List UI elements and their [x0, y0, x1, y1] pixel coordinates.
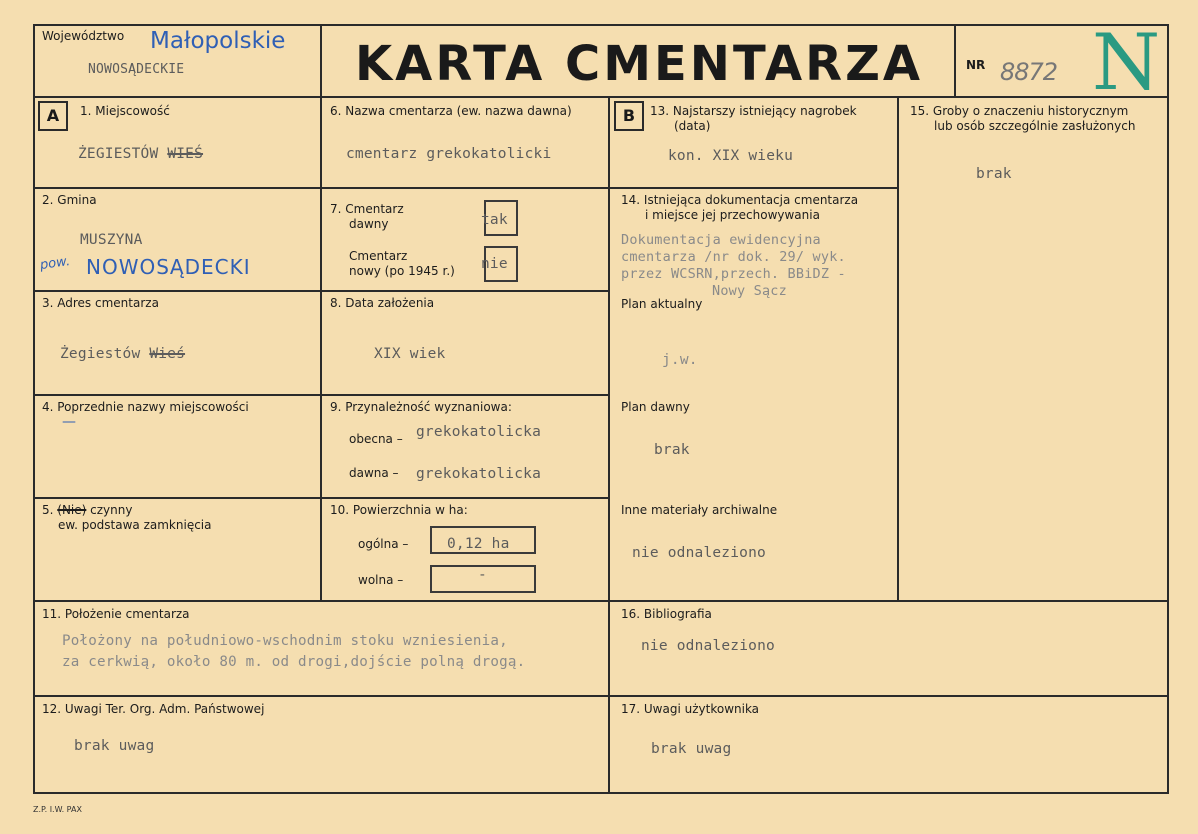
field-13-value: kon. XIX wieku	[668, 148, 794, 164]
field-5-label-rest: czynny	[90, 503, 133, 517]
field-10-label: 10. Powierzchnia w ha:	[330, 503, 468, 517]
field-7-nowy-label-2: nowy (po 1945 r.)	[349, 264, 455, 278]
field-2-pow-prefix: pow.	[39, 253, 72, 274]
divider	[33, 96, 1169, 98]
field-17-value: brak uwag	[651, 741, 732, 757]
field-7-dawny-value: tak	[481, 212, 508, 228]
field-1-value-main: ŻEGIESTÓW	[78, 146, 159, 162]
field-15-label-2: lub osób szczególnie zasłużonych	[934, 119, 1136, 133]
field-10-wolna-value: -	[478, 567, 487, 583]
field-10-ogolna-value: 0,12 ha	[447, 536, 510, 552]
field-15-value: brak	[976, 166, 1012, 182]
field-2-label: 2. Gmina	[42, 193, 97, 207]
divider	[33, 695, 1169, 697]
field-9-dawna-value: grekokatolicka	[416, 466, 542, 482]
inne-materialy-label: Inne materiały archiwalne	[621, 503, 778, 517]
field-3-value-main: Żegiestów	[60, 346, 141, 362]
field-1-value-struck: WIEŚ	[167, 146, 204, 162]
section-a-box: A	[38, 101, 68, 131]
field-1-value	[78, 146, 203, 162]
field-12-value: brak uwag	[74, 738, 155, 754]
field-13-label-1: 13. Najstarszy istniejący nagrobek	[650, 104, 857, 118]
nr-letter: N	[1092, 18, 1161, 108]
field-15-label-1: 15. Groby o znaczeniu historycznym	[910, 104, 1129, 118]
field-11-label: 11. Położenie cmentarza	[42, 607, 190, 621]
field-3-label: 3. Adres cmentarza	[42, 296, 159, 310]
field-14-doc-line-2: cmentarza /nr dok. 29/ wyk.	[621, 249, 846, 265]
field-10-ogolna-label: ogólna –	[358, 537, 409, 551]
field-2-pow-stamp: NOWOSĄDECKI	[86, 255, 251, 279]
field-7-nowy-label-1: Cmentarz	[349, 249, 408, 263]
divider	[954, 24, 956, 96]
wojewodztwo-typed: NOWOSĄDECKIE	[88, 62, 185, 77]
field-2-value: MUSZYNA	[80, 232, 143, 248]
field-12-label: 12. Uwagi Ter. Org. Adm. Państwowej	[42, 702, 265, 716]
card-title: KARTA CMENTARZA	[354, 36, 924, 92]
field-16-value: nie odnaleziono	[641, 638, 775, 654]
field-3-value-struck: Wieś	[149, 346, 186, 362]
field-3-value	[60, 346, 185, 362]
inne-materialy-value: nie odnaleziono	[632, 545, 766, 561]
field-4-value: —	[62, 414, 76, 430]
field-9-obecna-value: grekokatolicka	[416, 424, 542, 440]
divider	[610, 187, 898, 189]
field-8-label: 8. Data założenia	[330, 296, 435, 310]
field-11-line-1: Położony na południowo-wschodnim stoku wzniesienia,	[62, 633, 508, 649]
field-6-label: 6. Nazwa cmentarza (ew. nazwa dawna)	[330, 104, 572, 118]
field-9-dawna-label: dawna –	[349, 466, 399, 480]
field-14-doc-line-4: Nowy Sącz	[712, 283, 787, 299]
plan-dawny-label: Plan dawny	[621, 400, 690, 414]
field-5-label-line2: ew. podstawa zamknięcia	[58, 518, 212, 532]
divider	[320, 24, 322, 600]
divider	[608, 96, 610, 794]
field-5-label-struck: (Nie)	[57, 503, 87, 517]
field-7-nowy-value: nie	[481, 256, 508, 272]
section-b-box: B	[614, 101, 644, 131]
wojewodztwo-label: Województwo	[42, 29, 125, 43]
plan-aktualny-label: Plan aktualny	[621, 297, 703, 311]
divider	[897, 96, 899, 600]
field-8-value: XIX wiek	[374, 346, 446, 362]
nr-value: 8872	[1000, 58, 1058, 86]
field-13-label-2: (data)	[674, 119, 711, 133]
field-1-label: 1. Miejscowość	[80, 104, 170, 118]
field-4-label: 4. Poprzednie nazwy miejscowości	[42, 400, 249, 414]
field-10-wolna-label: wolna –	[358, 573, 404, 587]
field-11-line-2: za cerkwią, około 80 m. od drogi,dojście polną drogą.	[62, 654, 526, 670]
field-9-label: 9. Przynależność wyznaniowa:	[330, 400, 512, 414]
plan-aktualny-value: j.w.	[662, 352, 698, 368]
field-14-label-2: i miejsce jej przechowywania	[645, 208, 820, 222]
field-7-dawny-label-2: dawny	[349, 217, 389, 231]
printer-imprint: Z.P. I.W. PAX	[33, 805, 82, 814]
field-14-label-1: 14. Istniejąca dokumentacja cmentarza	[621, 193, 859, 207]
nr-label: NR	[966, 58, 986, 72]
field-17-label: 17. Uwagi użytkownika	[621, 702, 760, 716]
wojewodztwo-stamp: Małopolskie	[150, 28, 286, 54]
field-6-value: cmentarz grekokatolicki	[346, 146, 552, 162]
field-14-doc-line-3: przez WCSRN,przech. BBiDZ -	[621, 266, 846, 282]
plan-dawny-value: brak	[654, 442, 690, 458]
field-14-doc-line-1: Dokumentacja ewidencyjna	[621, 232, 821, 248]
field-5-label: 5. (Nie) czynny	[42, 503, 133, 517]
field-16-label: 16. Bibliografia	[621, 607, 712, 621]
field-9-obecna-label: obecna –	[349, 432, 403, 446]
divider	[33, 600, 1169, 602]
field-7-dawny-label-1: 7. Cmentarz	[330, 202, 404, 216]
